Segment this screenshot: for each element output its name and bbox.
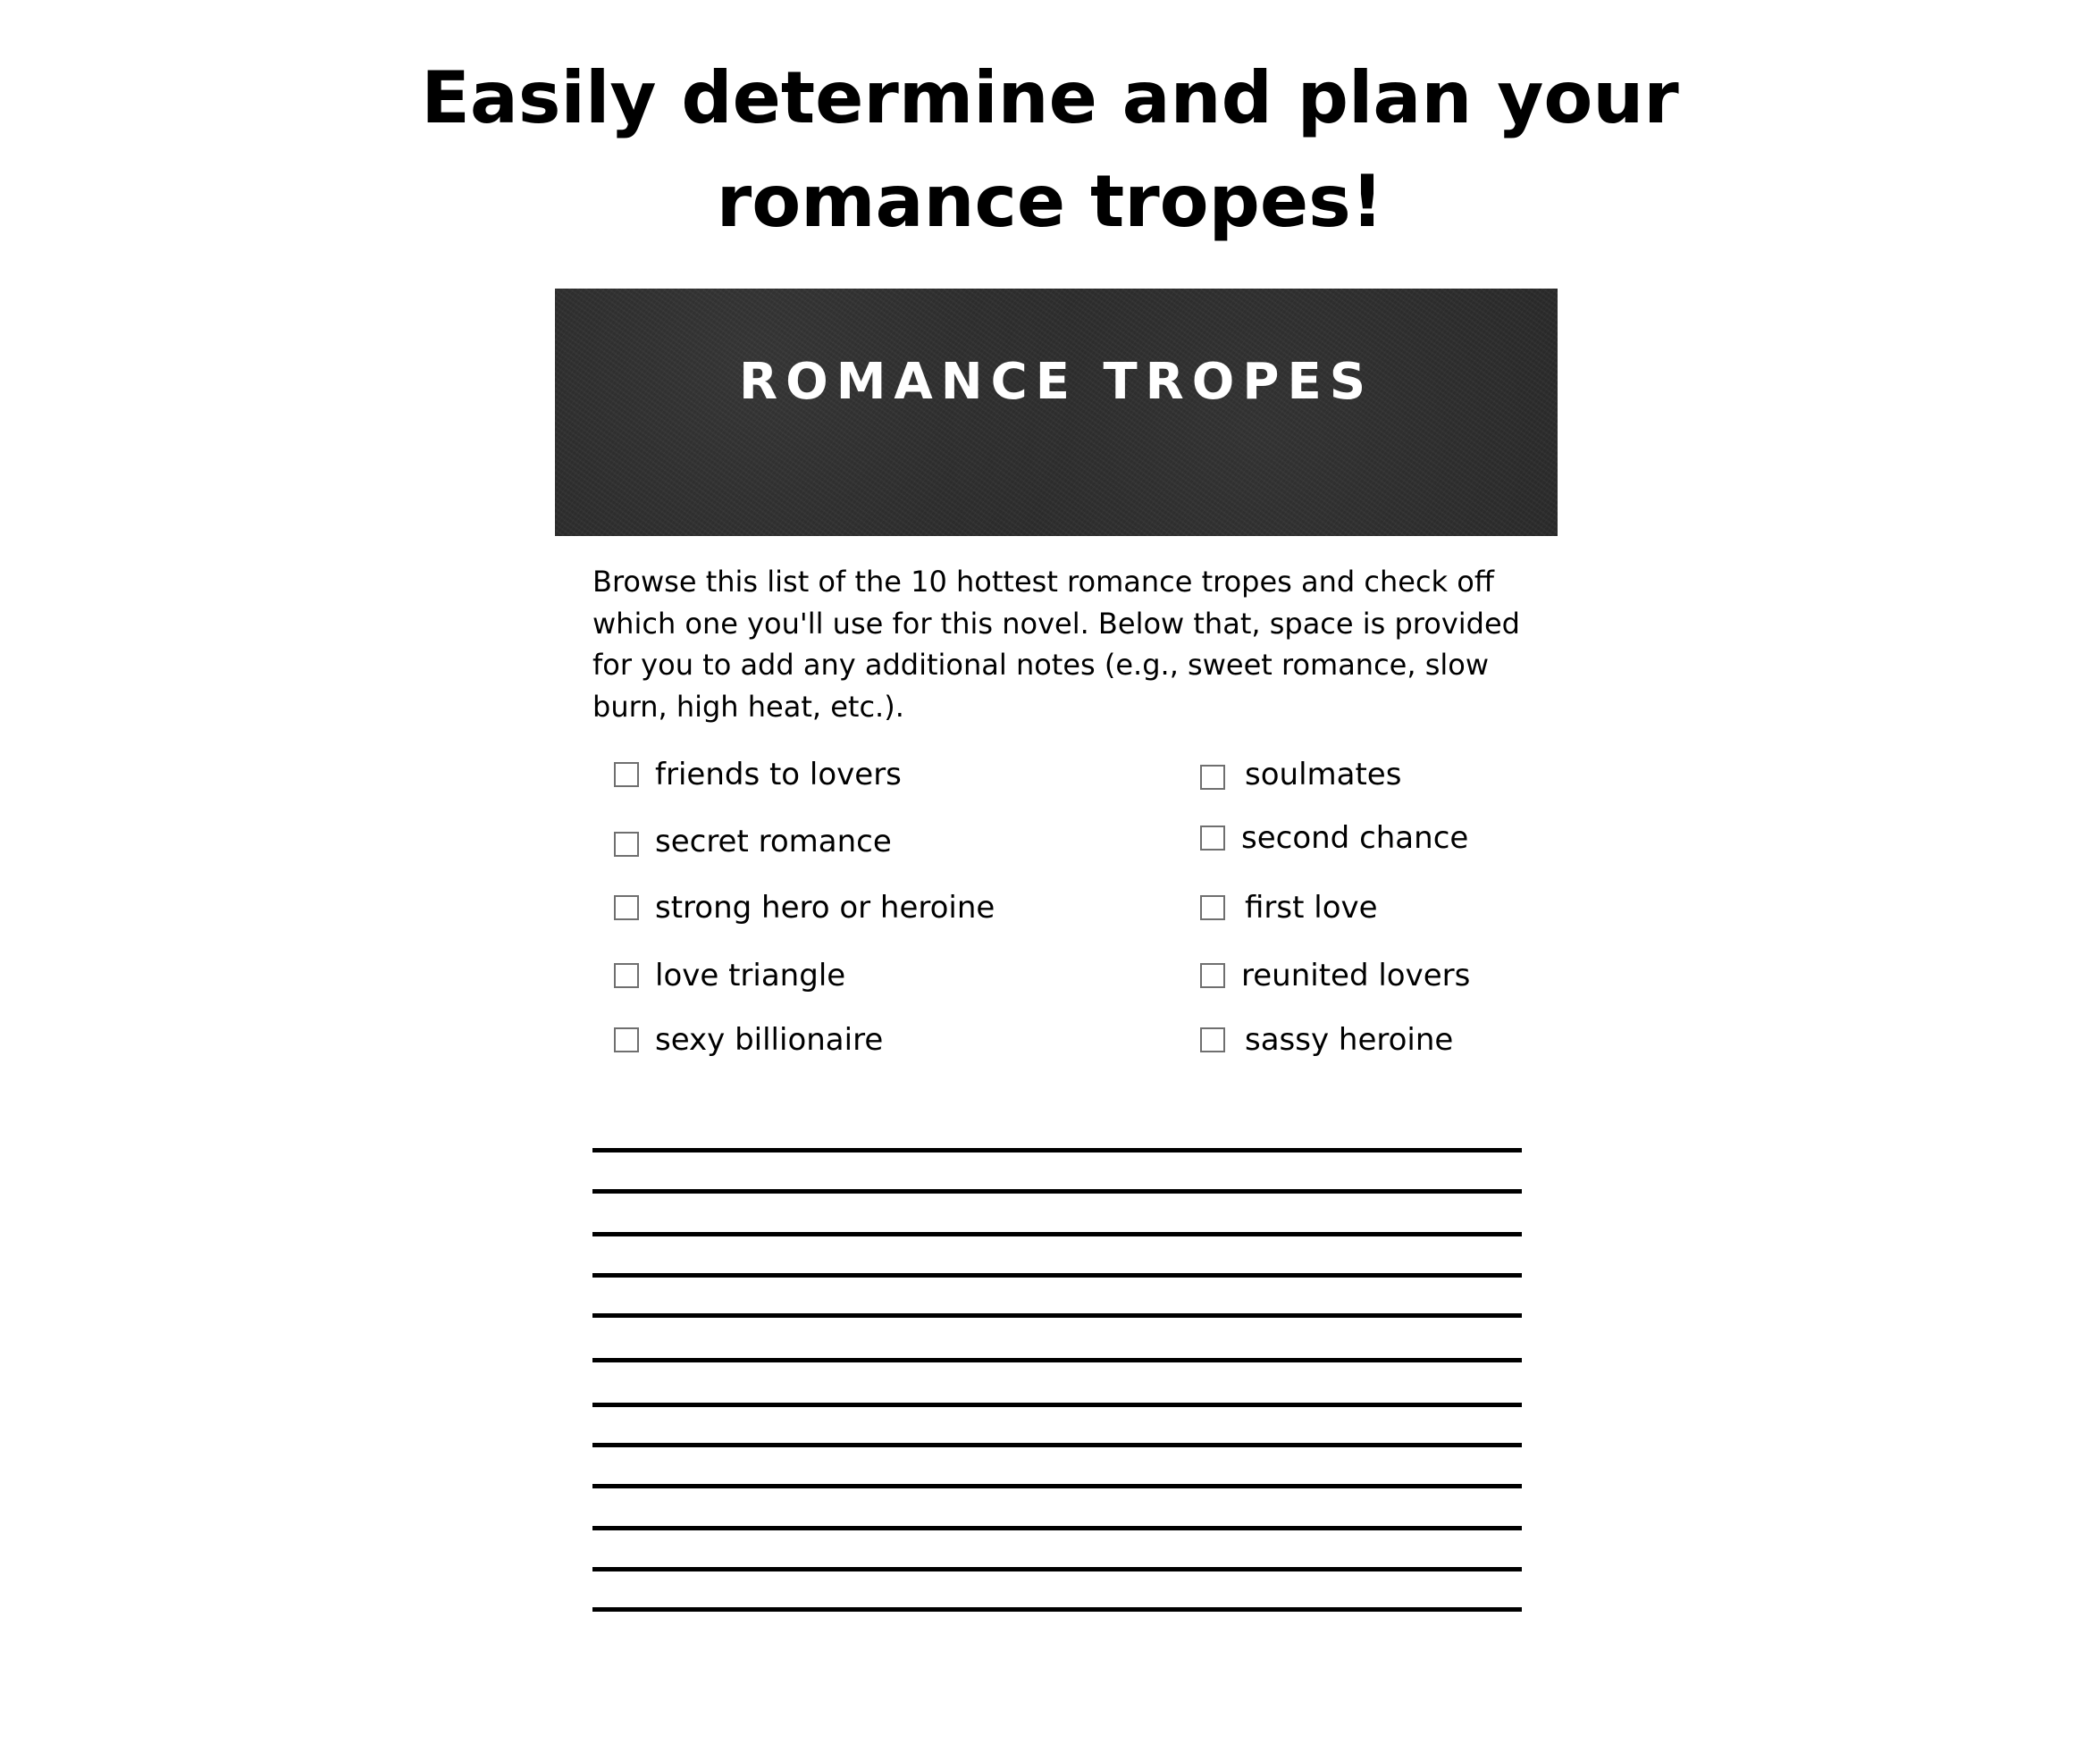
intro-paragraph: Browse this list of the 10 hottest romance tropes and check off which one you'll use for this novel. Below that, space is provided for you to add any additional notes (e.g., sweet romance, slow burn, high heat, etc.). [592, 565, 1520, 724]
trope-item-sexy-billionaire[interactable] [614, 1018, 883, 1061]
checkbox[interactable] [1200, 1027, 1225, 1052]
trope-item-secret-romance[interactable] [614, 820, 892, 863]
checkbox[interactable] [1200, 895, 1225, 920]
trope-label: secret romance [655, 824, 892, 859]
checkbox[interactable] [614, 895, 639, 920]
trope-label: sassy heroine [1245, 1022, 1454, 1058]
note-line[interactable] [592, 1273, 1522, 1278]
trope-label: first love [1245, 890, 1378, 926]
note-line[interactable] [592, 1403, 1522, 1407]
checkbox[interactable] [614, 762, 639, 787]
page-headline [0, 46, 2100, 254]
trope-label: friends to lovers [655, 757, 902, 792]
note-line[interactable] [592, 1189, 1522, 1194]
headline-line-2: romance tropes! [716, 160, 1384, 243]
checkbox[interactable] [1200, 765, 1225, 790]
trope-label: reunited lovers [1241, 958, 1471, 993]
trope-item-strong-hero-or-heroine[interactable] [614, 886, 995, 929]
note-line[interactable] [592, 1313, 1522, 1318]
note-line[interactable] [592, 1567, 1522, 1571]
note-line[interactable] [592, 1526, 1522, 1530]
trope-item-love-triangle[interactable] [614, 954, 845, 997]
note-line[interactable] [592, 1443, 1522, 1447]
trope-item-reunited-lovers[interactable] [1200, 954, 1470, 997]
trope-item-first-love[interactable] [1200, 886, 1378, 929]
checkbox[interactable] [1200, 826, 1225, 851]
trope-label: sexy billionaire [655, 1022, 884, 1058]
banner-title: ROMANCE TROPES [738, 353, 1374, 411]
notes-area [592, 0, 1522, 1760]
trope-label: strong hero or heroine [655, 890, 995, 926]
trope-item-friends-to-lovers[interactable] [614, 753, 902, 796]
note-line[interactable] [592, 1232, 1522, 1236]
trope-item-soulmates[interactable] [1200, 753, 1401, 796]
trope-label: second chance [1241, 820, 1469, 856]
trope-item-second-chance[interactable] [1200, 817, 1468, 859]
checkbox[interactable] [1200, 963, 1225, 988]
note-line[interactable] [592, 1148, 1522, 1152]
headline-line-1: Easily determine and plan your [421, 56, 1679, 139]
note-line[interactable] [592, 1484, 1522, 1488]
trope-label: soulmates [1245, 757, 1402, 792]
trope-label: love triangle [655, 958, 846, 993]
romance-tropes-banner [555, 289, 1558, 536]
note-line[interactable] [592, 1358, 1522, 1362]
checkbox[interactable] [614, 963, 639, 988]
checkbox[interactable] [614, 1027, 639, 1052]
note-line[interactable] [592, 1607, 1522, 1612]
checkbox[interactable] [614, 832, 639, 857]
trope-item-sassy-heroine[interactable] [1200, 1018, 1453, 1061]
